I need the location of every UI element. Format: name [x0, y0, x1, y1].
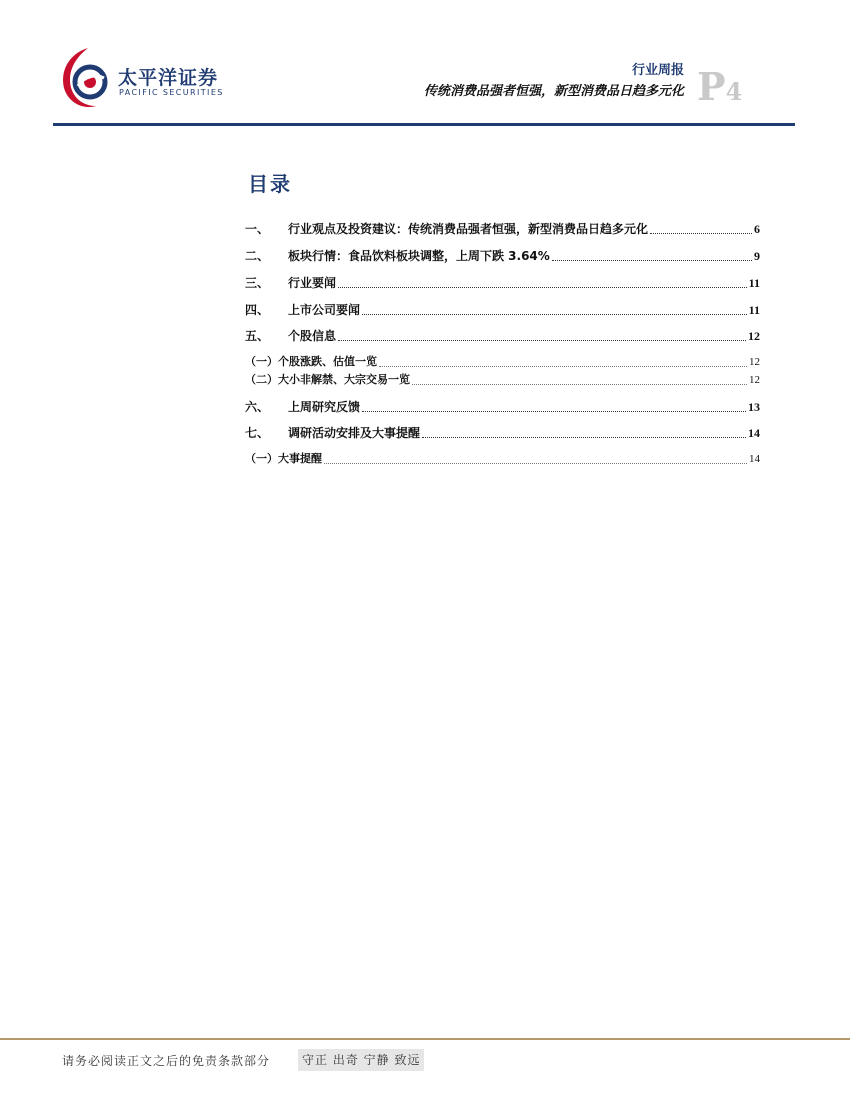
toc-entry-page: 6: [754, 222, 760, 236]
toc-entry-number: 五、: [245, 329, 270, 343]
toc-entry-page: 13: [748, 400, 760, 414]
toc-entry-text: 上周研究反馈: [288, 400, 361, 414]
toc-entry[interactable]: [245, 301, 760, 319]
toc-title: 目录: [248, 172, 292, 196]
toc-entry-text: 上市公司要闻: [288, 303, 361, 317]
logo-chinese-name: 太平洋证券: [118, 67, 219, 89]
toc-leader-dots: [362, 410, 746, 412]
toc-entry-number: 四、: [245, 303, 270, 317]
toc-subentry[interactable]: [245, 450, 760, 468]
toc-entry-page: 12: [749, 356, 760, 368]
toc-leader-dots: [422, 436, 746, 438]
toc-entry-text: （一）大事提醒: [245, 452, 322, 465]
toc-entry-text: （二）大小非解禁、大宗交易一览: [245, 373, 410, 386]
toc-entry-page: 12: [748, 329, 760, 343]
toc-entry-text: 板块行情：食品饮料板块调整，上周下跌 3.64%: [288, 249, 550, 263]
toc-subentry[interactable]: [245, 371, 760, 389]
toc-entry-text: 行业观点及投资建议：传统消费品强者恒强，新型消费品日趋多元化: [288, 222, 649, 236]
report-type: 行业周报: [631, 63, 684, 78]
header-divider: [53, 123, 795, 126]
page-letter: P: [697, 64, 726, 109]
toc-leader-dots: [338, 339, 746, 341]
toc-entry-number: 一、: [245, 222, 270, 236]
toc-entry-text: 行业要闻: [288, 276, 337, 290]
toc-leader-dots: [324, 462, 747, 464]
toc-entry-text: 个股信息: [288, 329, 337, 343]
toc-entry-page: 11: [748, 276, 760, 290]
toc-entry-page: 9: [754, 249, 760, 263]
logo-english-name: PACIFIC SECURITIES: [119, 88, 224, 97]
toc-subentry[interactable]: [245, 353, 760, 371]
toc-entry-number: 七、: [245, 426, 270, 440]
toc-entry-text: （一）个股涨跌、估值一览: [245, 355, 377, 368]
toc-entry[interactable]: [245, 327, 760, 345]
toc-entry-page: 11: [748, 303, 760, 317]
pacific-securities-logo-icon: [58, 46, 114, 110]
toc-entry[interactable]: [245, 247, 760, 265]
footer-slogan: 守正 出奇 宁静 致远: [298, 1049, 424, 1071]
toc-leader-dots: [650, 232, 752, 234]
toc-entry-page: 14: [748, 426, 760, 440]
toc-entry-number: 六、: [245, 400, 270, 414]
toc-entry-page: 14: [749, 453, 760, 465]
page-header: [0, 0, 850, 130]
toc-entry[interactable]: [245, 220, 760, 238]
toc-leader-dots: [362, 313, 747, 315]
footer-divider: [0, 1038, 850, 1040]
toc-entry[interactable]: [245, 398, 760, 416]
toc-entry-text: 调研活动安排及大事提醒: [288, 426, 421, 440]
toc-leader-dots: [412, 383, 747, 385]
toc-leader-dots: [379, 365, 747, 367]
page-digit: 4: [725, 77, 743, 106]
toc-leader-dots: [338, 286, 747, 288]
toc-entry-number: 二、: [245, 249, 270, 263]
page-number: [697, 64, 743, 109]
toc-entry[interactable]: [245, 274, 760, 292]
report-title: 传统消费品强者恒强，新型消费品日趋多元化: [423, 84, 684, 99]
toc-leader-dots: [552, 259, 752, 261]
toc-entry-number: 三、: [245, 276, 270, 290]
toc-entry-page: 12: [749, 374, 760, 386]
toc-entry[interactable]: [245, 424, 760, 442]
footer-disclaimer: 请务必阅读正文之后的免责条款部分: [62, 1054, 271, 1068]
